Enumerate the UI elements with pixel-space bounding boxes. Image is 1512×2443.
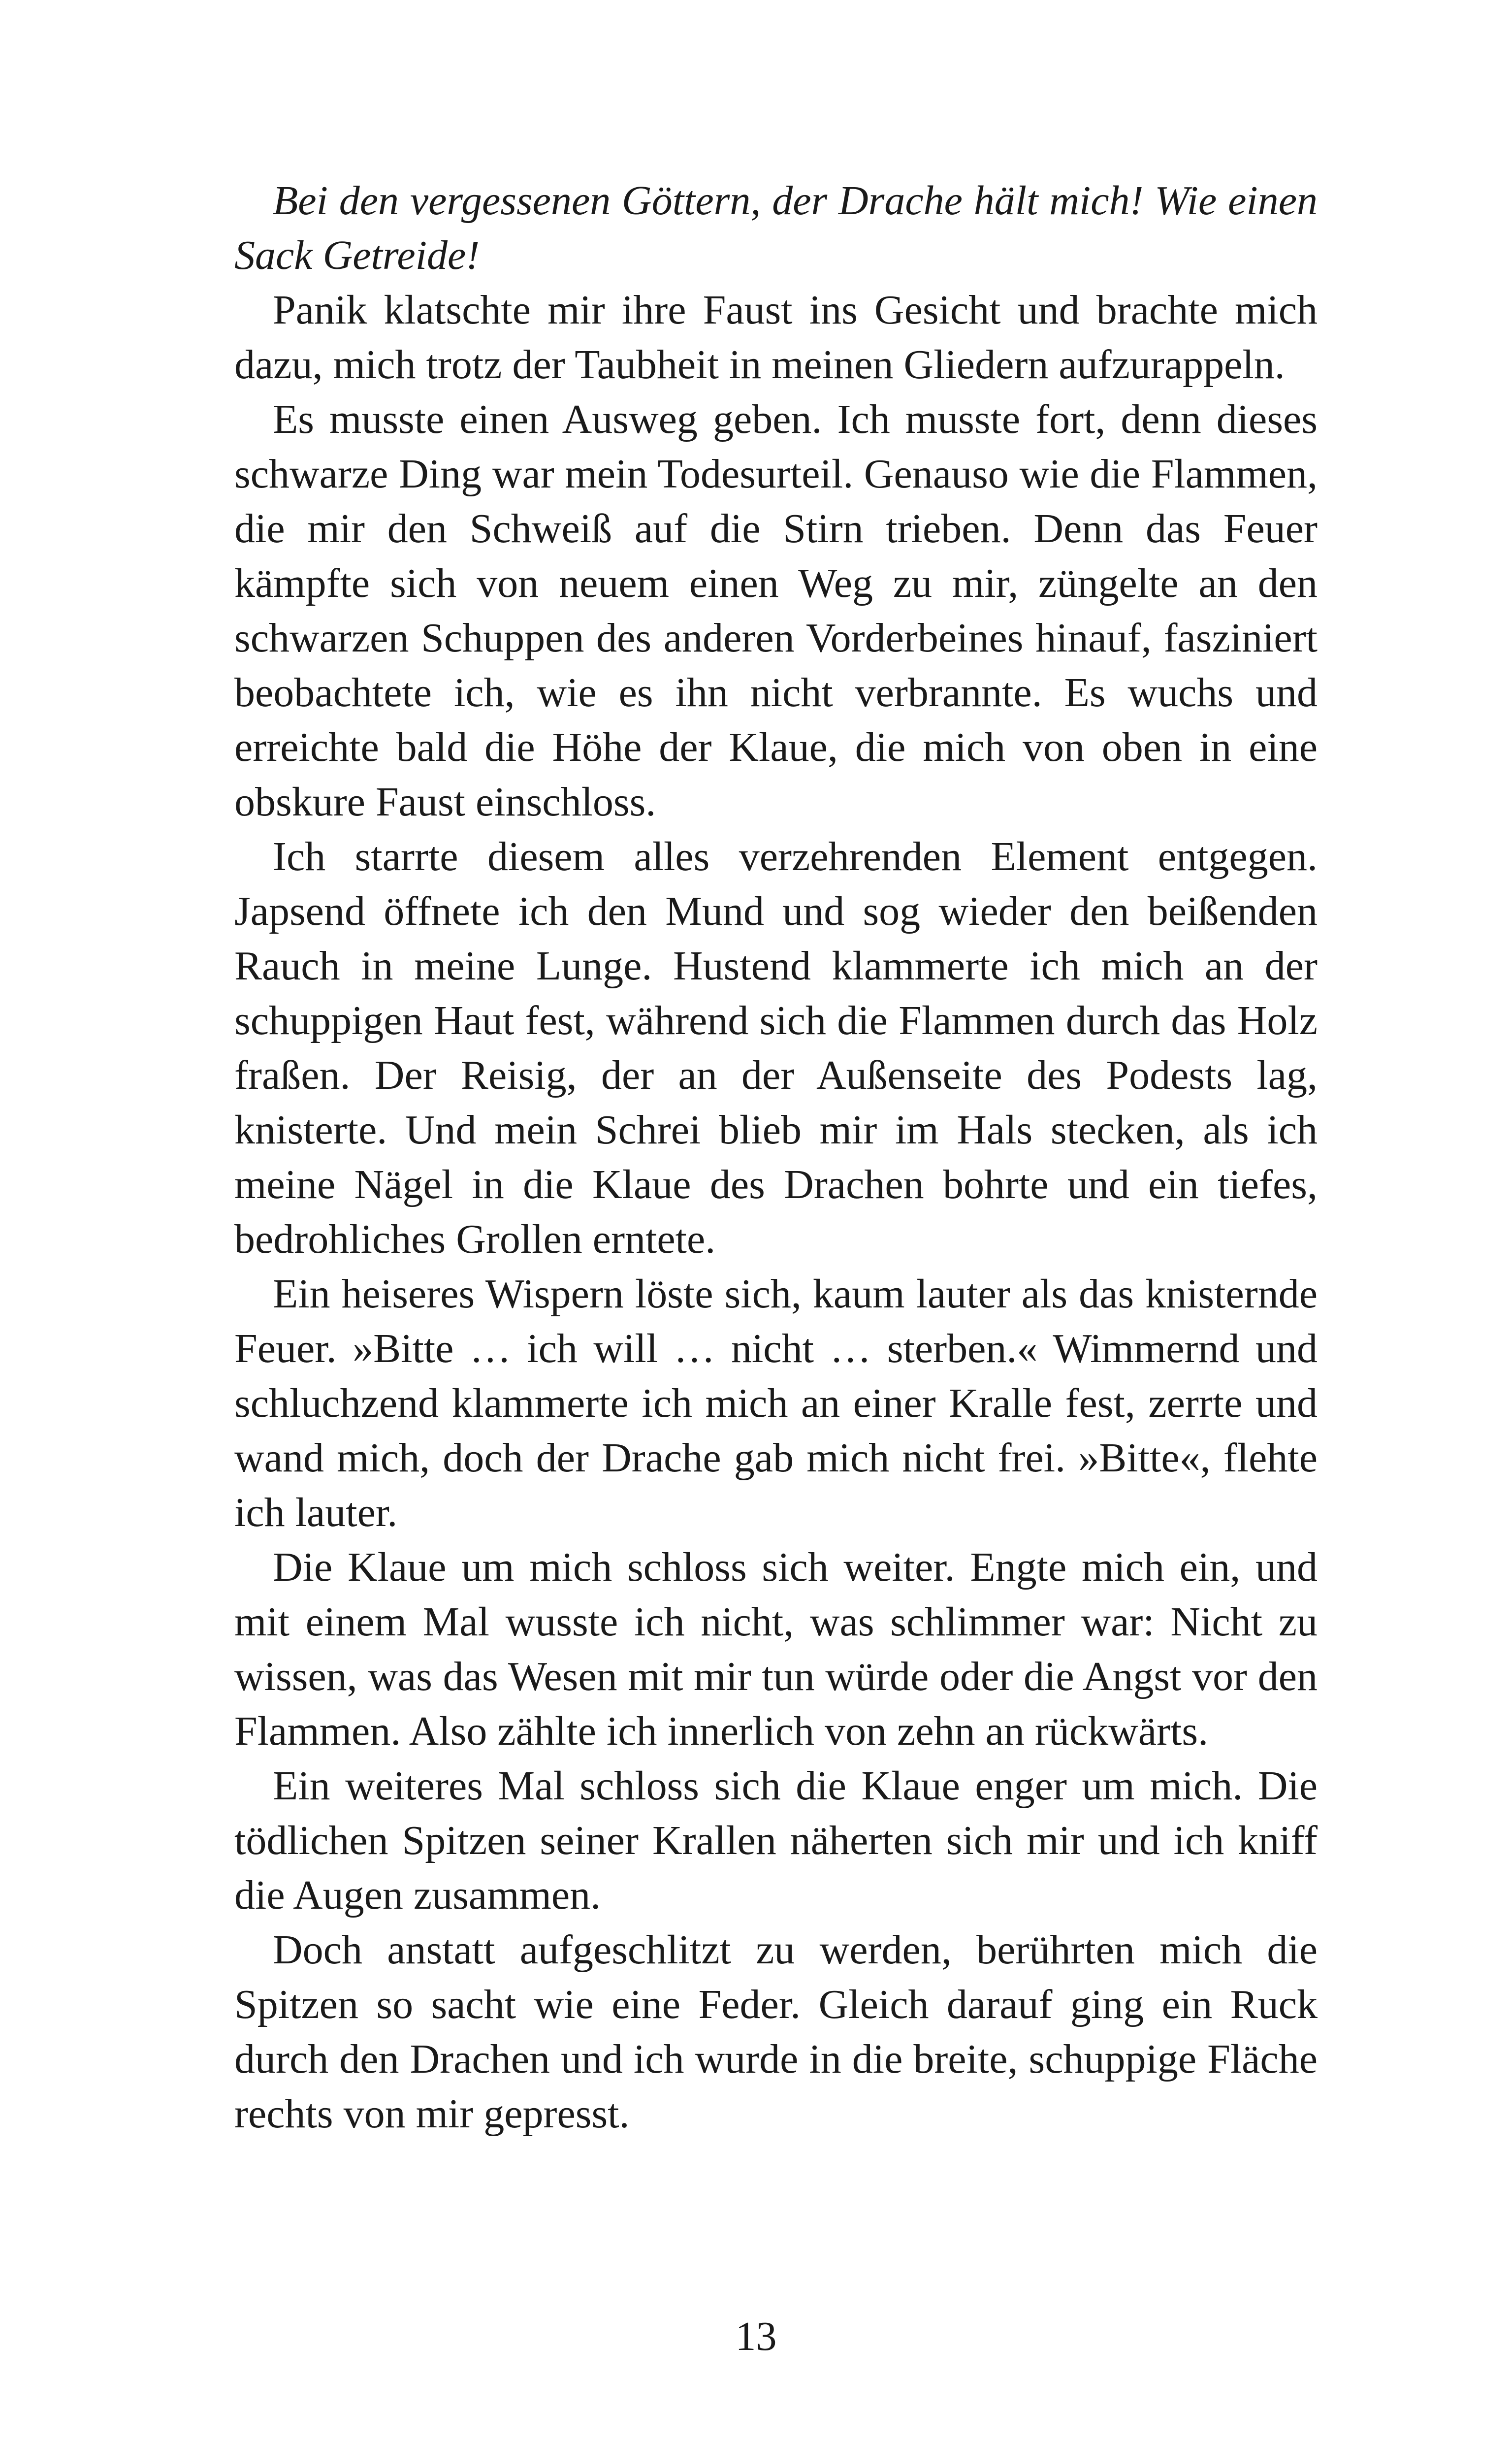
page-number: 13 [735,2313,777,2359]
paragraph-3: Es musste einen Ausweg geben. Ich musste fort, denn dieses schwarze Ding war mein Todesurteil. Genauso wie die Flammen, die mir den Schweiß auf die Stirn trieben. Denn das Feuer kämpfte sich von neuem einen Weg zu mir, züngelte an den schwarzen Schuppen des anderen Vorderbeines hinauf, fasziniert beobachtete ich, wie es ihn nicht verbrannte. Es wuchs und erreichte bald die Höhe der Klaue, die mich von oben in eine obskure Faust einschloss. [234,396,1318,825]
paragraph-8: Doch anstatt aufgeschlitzt zu werden, berührten mich die Spitzen so sacht wie eine Feder. Gleich darauf ging ein Ruck durch den Drachen und ich wurde in die breite, schuppige Fläche rechts von mir gepresst. [234,1927,1318,2137]
paragraph-4: Ich starrte diesem alles verzehrenden Element entgegen. Japsend öffnete ich den Mund und sog wieder den beißenden Rauch in meine Lunge. Hustend klammerte ich mich an der schuppigen Haut fest, während sich die Flammen durch das Holz fraßen. Der Reisig, der an der Außenseite des Podests lag, knisterte. Und mein Schrei blieb mir im Hals stecken, als ich meine Nägel in die Klaue des Drachen bohrte und ein tiefes, bedrohliches Grollen erntete. [234,834,1318,1262]
paragraph-1: Bei den vergessenen Göttern, der Drache hält mich! Wie einen Sack Getreide! [234,178,1318,278]
body-text [234,173,1318,2141]
paragraph-2: Panik klatschte mir ihre Faust ins Gesicht und brachte mich dazu, mich trotz der Taubheit in meinen Gliedern aufzurappeln. [234,287,1318,388]
paragraph-7: Ein weiteres Mal schloss sich die Klaue enger um mich. Die tödlichen Spitzen seiner Krallen näherten sich mir und ich kniff die Augen zusammen. [234,1763,1318,1918]
paragraph-6: Die Klaue um mich schloss sich weiter. Engte mich ein, und mit einem Mal wusste ich nicht, was schlimmer war: Nicht zu wissen, was das Wesen mit mir tun würde oder die Angst vor den Flammen. Also zählte ich innerlich von zehn an rückwärts. [234,1544,1318,1754]
paragraph-5: Ein heiseres Wispern löste sich, kaum lauter als das knisternde Feuer. »Bitte … ich will … nicht … sterben.« Wimmernd und schluchzend klammerte ich mich an einer Kralle fest, zerrte und wand mich, doch der Drache gab mich nicht frei. »Bitte«, flehte ich lauter. [234,1271,1318,1535]
